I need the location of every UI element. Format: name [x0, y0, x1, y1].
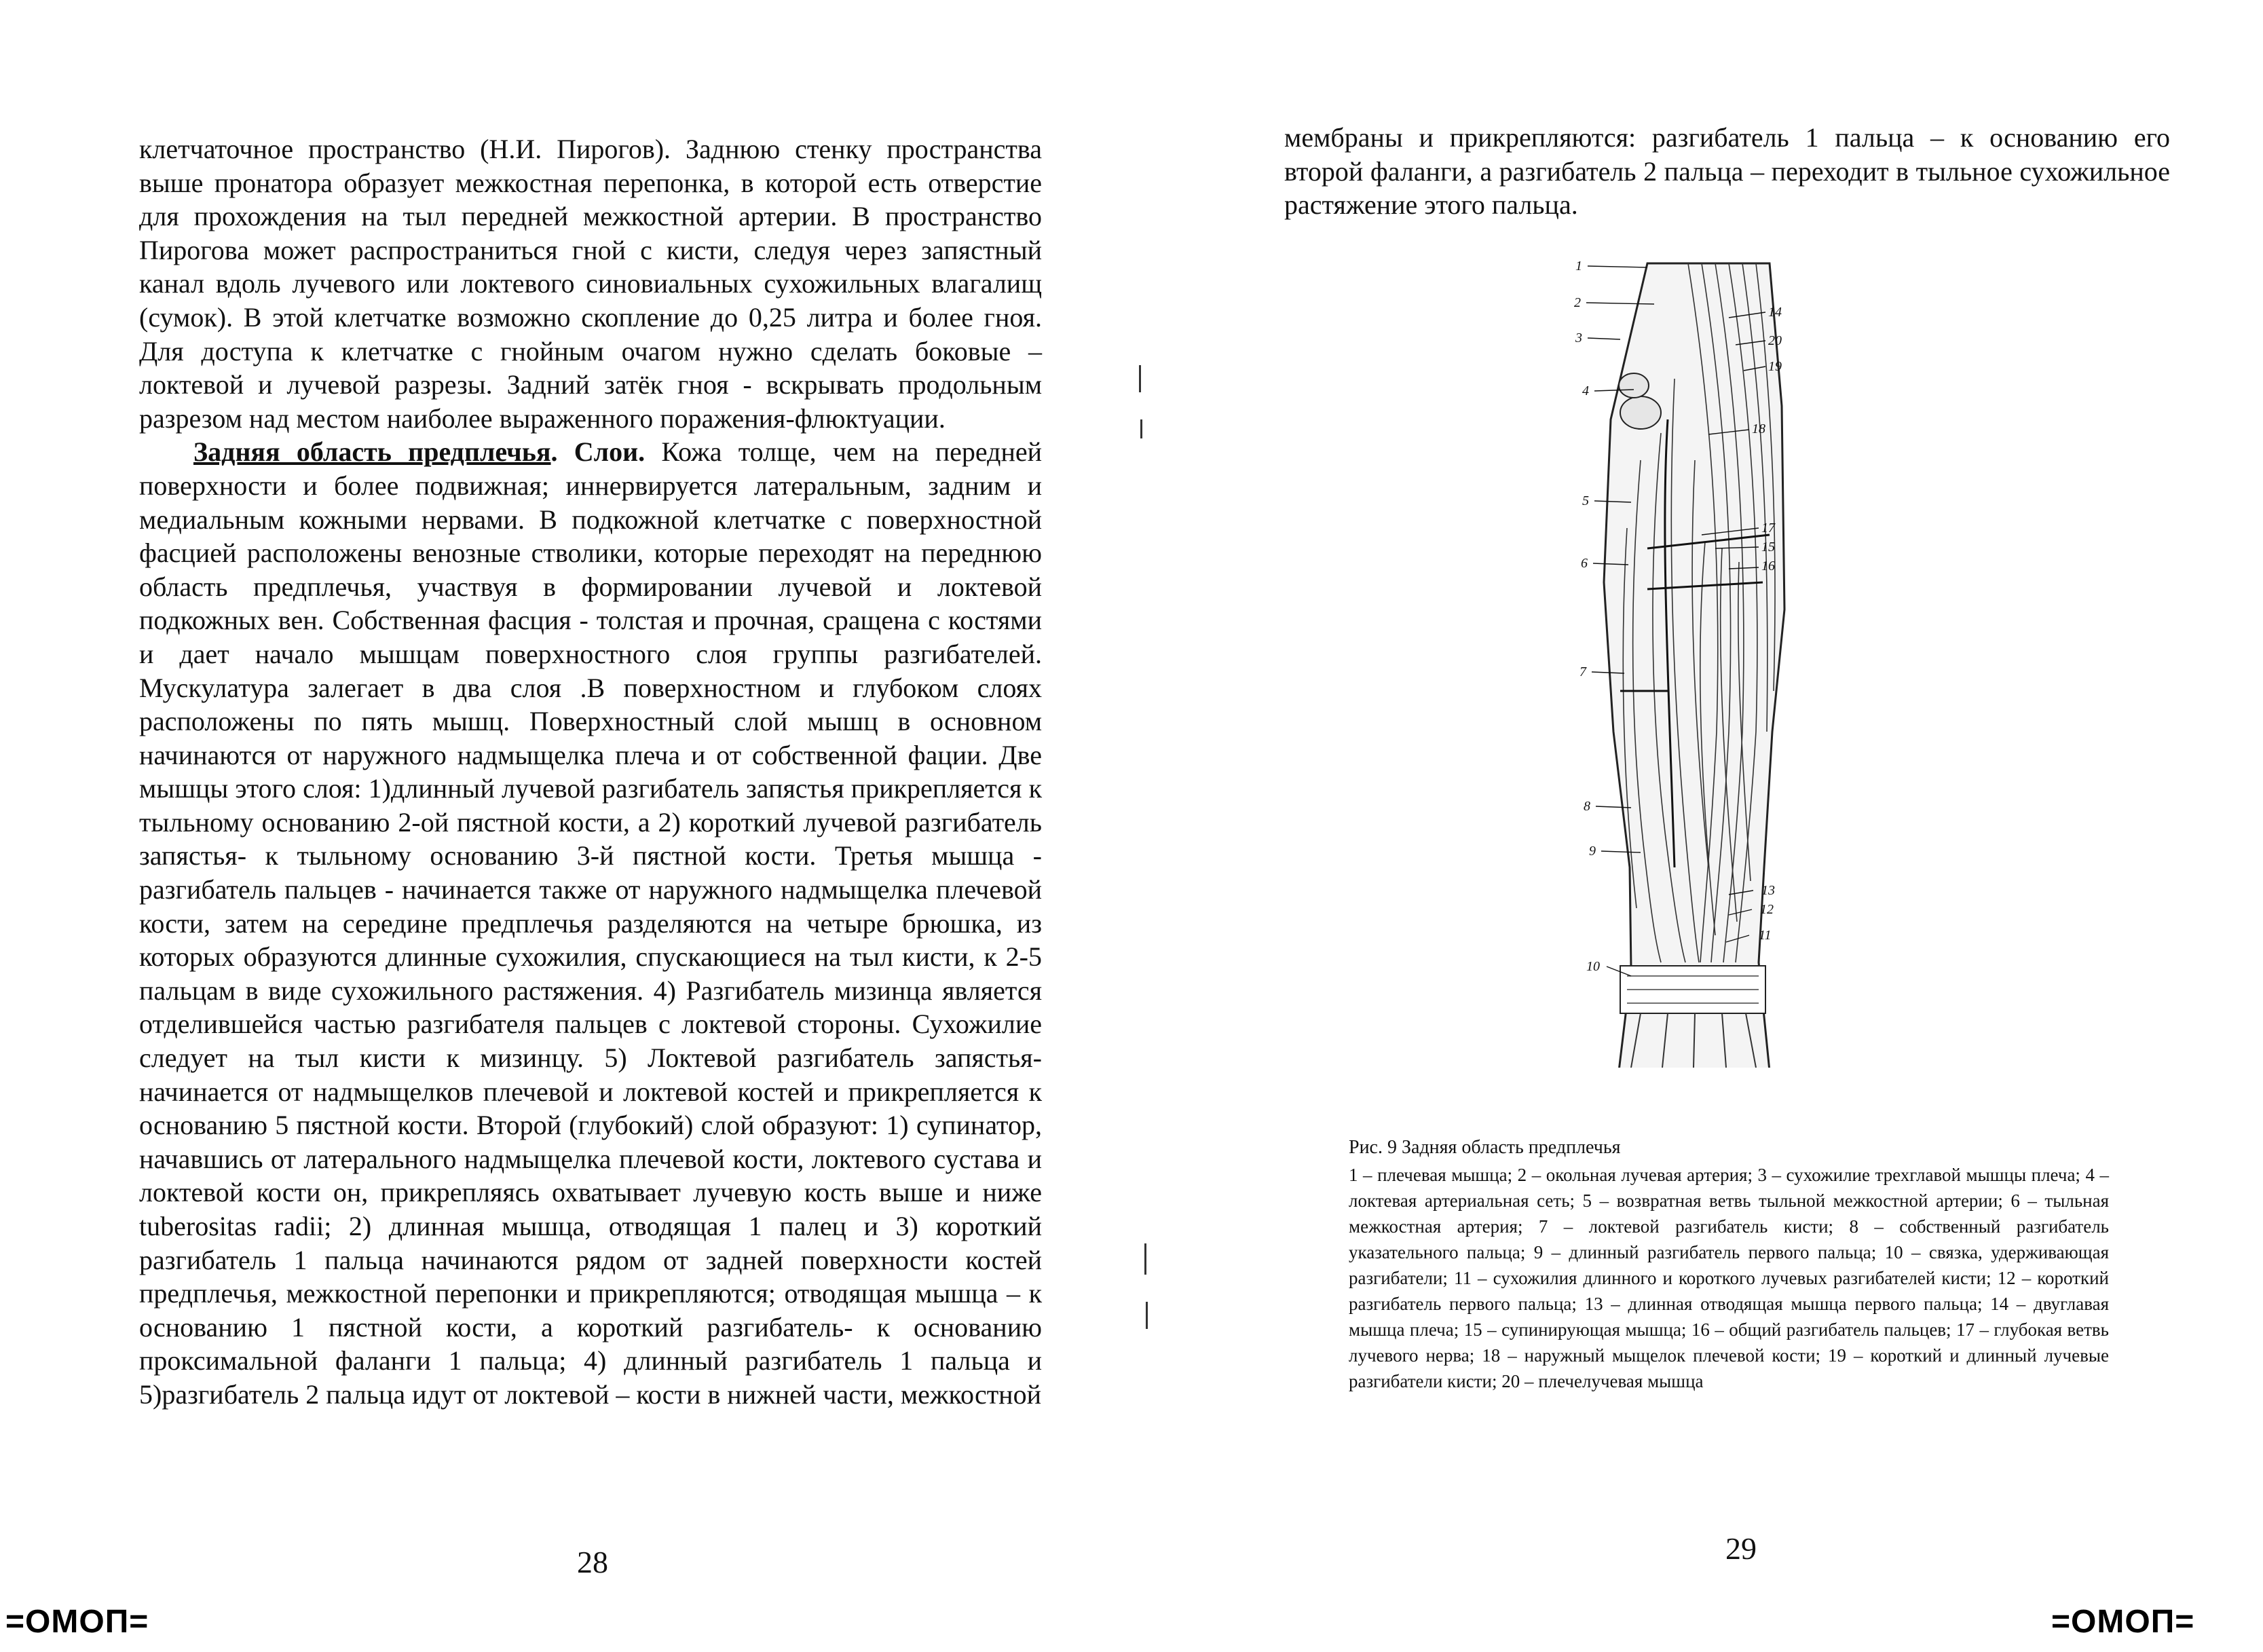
- figure-label-13: 13: [1761, 883, 1775, 898]
- figure-label-3: 3: [1575, 331, 1582, 345]
- left-paragraph-2: [139, 435, 1042, 1411]
- page-number-right: 29: [1725, 1531, 1757, 1566]
- figure-label-17: 17: [1761, 521, 1775, 536]
- figure-label-5: 5: [1582, 493, 1589, 508]
- caption-items: 1 – плечевая мышца; 2 – окольная лучевая артерия; 3 – сухожилие трехглавой мышцы плеча; 4 – локтевая артериальная сеть; 5 – возвратная ветвь тыльной межкостной артерии; 6 – тыльная межкостная артерия; 7 – локтевой разгибатель кисти; 8 – собственный разгибатель указательного пальца; 9 – длинный разгибатель первого пальца; 10 – связка, удерживающая разгибатели; 11 – сухожилия длинного и короткого лучевых разгибателей кисти; 12 – короткий разгибатель первого пальца; 13 – длинная отводящая мышца первого пальца; 14 – двуглавая мышца плеча; 15 – супинирующая мышца; 16 – общий разгибатель пальцев; 17 – глубокая ветвь лучевого нерва; 18 – наружный мыщелок плечевой кости; 19 – короткий и длинный лучевые разгибатели кисти; 20 – плечелучевая мышца: [1349, 1165, 2109, 1391]
- figure-label-11: 11: [1759, 928, 1772, 943]
- figure-label-16: 16: [1761, 559, 1775, 574]
- figure-label-6: 6: [1581, 556, 1588, 571]
- figure-label-15: 15: [1761, 540, 1775, 555]
- right-page: [1132, 0, 2263, 1652]
- figure-label-12: 12: [1760, 902, 1774, 917]
- figure-label-9: 9: [1589, 844, 1596, 859]
- left-paragraph-1: клетчаточное пространство (Н.И. Пирогов). Заднюю стенку пространства выше пронатора образует межкостная перепонка, в которой есть отверстие для прохождения на тыл передней межкостной артерии. В пространство Пирогова может распространиться гной с кисти, следуя через запястный канал вдоль лучевого или локтевого синовиальных сухожильных влагалищ (сумок). В этой клетчатке возможно скопление до 0,25 литра и более гноя. Для доступа к клетчатке с гнойным очагом нужно сделать боковые – локтевой и лучевой разрезы. Задний затёк гноя - вскрывать продольным разрезом над местом наиболее выраженного поражения-флюктуации.: [139, 134, 1042, 434]
- figure-label-19: 19: [1768, 359, 1782, 374]
- left-page-body: [139, 132, 1042, 1412]
- figure-label-7: 7: [1579, 664, 1586, 679]
- right-page-body: [1284, 121, 2170, 222]
- figure-label-10: 10: [1586, 959, 1600, 974]
- page-number-left: 28: [577, 1545, 608, 1579]
- figure-label-1: 1: [1575, 259, 1582, 274]
- section-heading-dot: .: [550, 436, 558, 468]
- watermark-left: =ОМОП=: [5, 1604, 149, 1640]
- section-heading-layers: Слои.: [574, 436, 646, 468]
- figure-label-18: 18: [1752, 421, 1765, 436]
- figure-label-4: 4: [1582, 383, 1589, 398]
- figure-label-20: 20: [1768, 333, 1782, 348]
- caption-title: Рис. 9 Задняя область предплечья: [1349, 1137, 1621, 1158]
- figure-label-8: 8: [1584, 799, 1590, 814]
- figure-caption: [1349, 1135, 2109, 1394]
- figure-label-2: 2: [1574, 295, 1581, 310]
- figure-label-14: 14: [1768, 305, 1782, 320]
- left-paragraph-2-text: Кожа толще, чем на передней поверхности и более подвижная; иннервируется латеральным, задним и медиальным кожными нервами. В подкожной клетчатке с поверхностной фасцией расположены венозные стволики, которые переходят на переднюю область предплечья, участвуя в формировании лучевой и локтевой подкожных вен. Собственная фасция - толстая и прочная, сращена с костями и дает начало мышцам поверхностного слоя группы разгибателей. Мускулатура залегает в два слоя .В поверхностном и глубоком слоях расположены по пять мышц. Поверхностный слой мышц в основном начинаются от наружного надмыщелка плеча и от собственной фации. Две мышцы этого слоя: 1)длинный лучевой разгибатель запястья прикрепляется к тыльному основанию 2-ой пястной кости, а 2) короткий лучевой разгибатель запястья- к тыльному основанию 3-й пястной кости. Третья мышца - разгибатель пальцев - начинается также от наружного надмыщелка плечевой кости, затем на середине предплечья разделяются на четыре брюшка, из которых образуются длинные сухожилия, спускающиеся на тыл кисти, к 2-5 пальцам в виде сухожильного растяжения. 4) Разгибатель мизинца является отделившейся частью разгибателя пальцев с локтевой стороны. Сухожилие следует на тыл кисти к мизинцу. 5) Локтевой разгибатель запястья- начинается от надмыщелков плечевой и локтевой костей и прикрепляется к основанию 5 пястной кости. Второй (глубокий) слой образуют: 1) супинатор, начавшись от латерального надмыщелка плечевой кости, локтевого сустава и локтевой кости он, прикрепляясь охватывает лучевую кость выше и ниже tuberositas radii; 2) длинная мышца, отводящая 1 палец и 3) короткий разгибатель 1 пальца начинаются рядом от задней поверхности костей предплечья, межкостной перепонки и прикрепляются; отводящая мышца – к основанию 1 пястной кости, а короткий разгибатель- к основанию проксимальной фаланги 1 пальца; 4) длинный разгибатель 1 пальца и 5)разгибатель 2 пальца идут от локтевой – кости в нижней части, межкостной: [139, 436, 1043, 1410]
- right-paragraph-1: мембраны и прикрепляются: разгибатель 1 пальца – к основанию его второй фаланги, а разгибатель 2 пальца – переходит в тыльное сухожильное растяжение этого пальца.: [1284, 122, 2170, 221]
- forearm-drawing: [1566, 257, 1790, 1068]
- watermark-right: =ОМОП=: [2051, 1604, 2195, 1640]
- forearm-illustration: [1566, 257, 1790, 1068]
- section-heading-region: Задняя область предплечья: [193, 436, 551, 468]
